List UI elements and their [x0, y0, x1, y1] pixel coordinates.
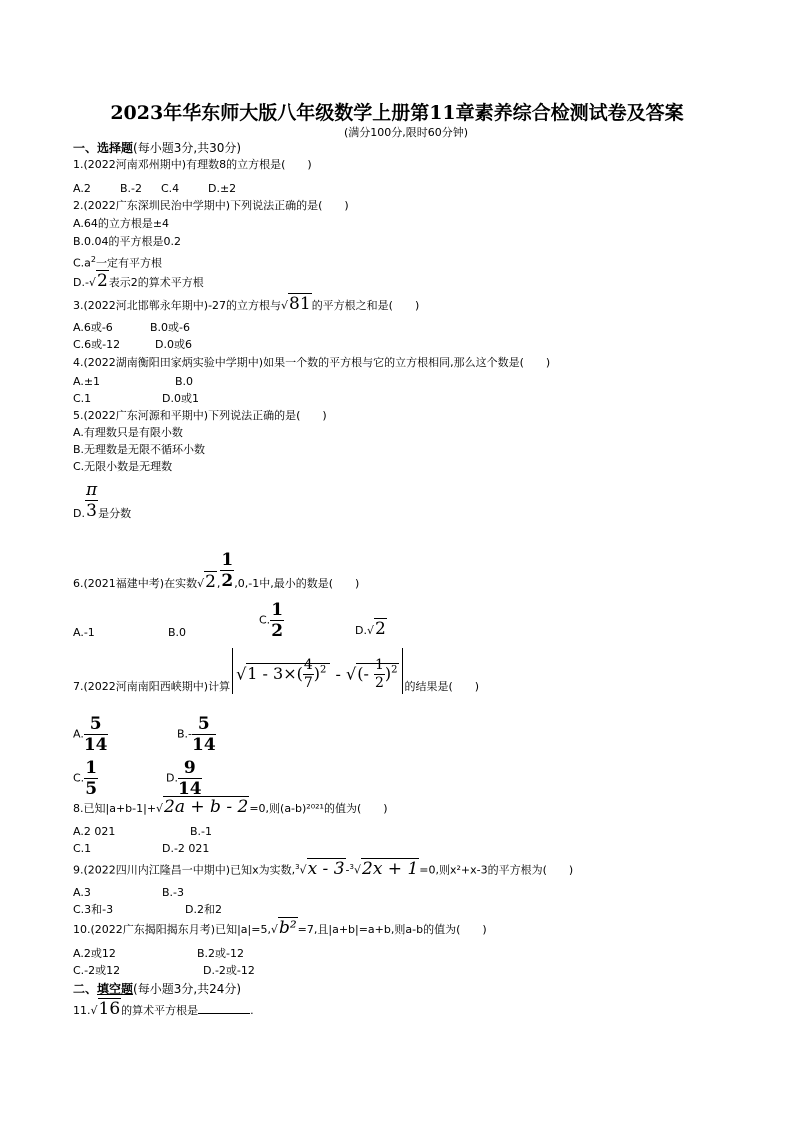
- q10-option-b: B.2或-12: [197, 947, 245, 960]
- q4-option-b: B.0: [175, 375, 194, 388]
- numerator: 9: [178, 758, 202, 779]
- text: 1 - 3×: [247, 664, 297, 684]
- q9-option-d: D.2和2: [185, 903, 222, 916]
- q2-option-b: B.0.04的平方根是0.2: [73, 235, 182, 248]
- text: 的算术平方根是: [121, 1004, 199, 1017]
- label: B.-: [177, 727, 193, 741]
- fraction: [303, 657, 314, 692]
- q6-option-a: A.-1: [73, 626, 95, 639]
- q2-option-c: [73, 253, 162, 271]
- text: D.-√: [73, 276, 96, 289]
- fraction: [192, 714, 216, 755]
- text: -: [335, 664, 341, 684]
- denominator: 3: [86, 501, 97, 521]
- q8-option-b: B.-1: [190, 825, 213, 838]
- text: 11.√: [73, 1004, 98, 1017]
- fraction: [84, 758, 98, 799]
- q10-option-d: D.-2或-12: [203, 964, 255, 977]
- q5-option-a: A.有理数只是有限小数: [73, 426, 183, 439]
- question-5: 5.(2022广东河源和平期中)下列说法正确的是( ): [73, 409, 327, 422]
- question-7-end: 的结果是( ): [404, 680, 480, 693]
- numerator: 5: [84, 714, 108, 735]
- text: 的平方根之和是( ): [311, 299, 420, 312]
- text: 是分数: [98, 507, 132, 520]
- text: 9.(2022四川内江隆昌一中期中)已知x为实数,: [73, 863, 296, 877]
- text: 3.(2022河北邯郸永年期中)-27的立方根与√: [73, 299, 289, 312]
- q5-option-b: B.无理数是无限不循环小数: [73, 443, 206, 456]
- label: D.: [166, 771, 178, 785]
- q3-option-b: B.0或-6: [150, 321, 191, 334]
- q3-option-a: A.6或-6: [73, 321, 113, 334]
- label: C.: [73, 771, 85, 785]
- q1-option-d: D.±2: [208, 182, 237, 195]
- radicand: 81: [289, 294, 311, 314]
- question-11: [73, 999, 254, 1019]
- radicand: b²: [278, 918, 297, 938]
- radicand: x - 3: [307, 858, 345, 879]
- label: C.: [259, 613, 271, 627]
- label: D.: [73, 507, 85, 520]
- section-name: 填空题: [97, 982, 134, 996]
- radicand: 2: [96, 271, 108, 291]
- q9-option-b: B.-3: [162, 886, 185, 899]
- question-2: 2.(2022广东深圳民治中学期中)下列说法正确的是( ): [73, 199, 349, 212]
- denominator: 7: [303, 675, 313, 692]
- answer-blank[interactable]: [198, 1013, 250, 1014]
- exponent: 2: [320, 665, 327, 676]
- document-title: 2023年华东师大版八年级数学上册第11章素养综合检测试卷及答案: [110, 102, 684, 124]
- question-10: [73, 918, 487, 938]
- q2-option-a: A.64的立方根是±4: [73, 217, 170, 230]
- text: 6.(2021福建中考)在实数√: [73, 577, 205, 590]
- root-index: 3: [349, 863, 354, 871]
- radicand: 2x + 1: [362, 858, 419, 879]
- q10-option-a: A.2或12: [73, 947, 116, 960]
- q3-option-c: C.6或-12: [73, 338, 121, 351]
- q1-option-a: A.2: [73, 182, 91, 195]
- q8-option-c: C.1: [73, 842, 92, 855]
- numerator: 1: [374, 657, 384, 674]
- q9-option-a: A.3: [73, 886, 91, 899]
- q7-expression: √1 - 3×( $\frac{4}{7}$ )$^2$ - √(- $\frac{1}{2}$ )$^2$: [232, 648, 402, 694]
- q4-option-a: A.±1: [73, 375, 101, 388]
- q7-option-a: [73, 714, 108, 755]
- numerator: 5: [192, 714, 216, 735]
- q6-option-d: [355, 619, 387, 639]
- q4-option-d: D.0或1: [162, 392, 199, 405]
- numerator: π: [85, 480, 98, 500]
- numerator: 4: [303, 657, 313, 674]
- text: -: [363, 664, 369, 684]
- fraction: [374, 657, 385, 692]
- text: 8.已知|a+b-1|+√: [73, 802, 164, 815]
- denominator: 2: [271, 621, 284, 641]
- q10-option-c: C.-2或12: [73, 964, 121, 977]
- denominator: 14: [192, 735, 216, 755]
- text: ,0,-1中,最小的数是( ): [234, 577, 360, 590]
- question-9: 9.(2022四川内江隆昌一中期中)已知x为实数,$^3$√x - 3-$^3$√2x + 1=0,则x²+x-3的平方根为( ): [73, 858, 574, 879]
- q1-option-c: C.4: [161, 182, 180, 195]
- q5-option-c: C.无限小数是无理数: [73, 460, 173, 473]
- exponent: 2: [391, 665, 398, 676]
- label: A.: [73, 727, 84, 741]
- radicand: 2: [205, 572, 216, 592]
- fraction: [178, 758, 202, 799]
- q6-option-c: [259, 600, 284, 641]
- superscript: 2: [90, 255, 97, 264]
- q5-option-d: [73, 480, 131, 521]
- root-index: 3: [295, 863, 300, 871]
- question-8: [73, 797, 388, 817]
- text: 10.(2022广东揭阳揭东月考)已知|a|=5,√: [73, 923, 278, 936]
- fraction: [270, 600, 284, 641]
- q3-option-d: D.0或6: [155, 338, 192, 351]
- question-7-stem: 7.(2022河南南阳西峡期中)计算: [73, 680, 231, 693]
- q7-option-d: [166, 758, 202, 799]
- denominator: 2: [221, 571, 234, 591]
- text: C.a: [73, 256, 91, 270]
- numerator: 1: [221, 550, 234, 570]
- text: 表示2的算术平方根: [108, 276, 204, 289]
- text: -: [345, 863, 350, 877]
- text: 一定有平方根: [96, 256, 163, 270]
- q6-option-b: B.0: [168, 626, 187, 639]
- question-4: 4.(2022湖南衡阳田家炳实验中学期中)如果一个数的平方根与它的立方根相同,那么这个数是( ): [73, 356, 551, 369]
- numerator: 1: [271, 600, 284, 620]
- question-7: [73, 648, 479, 694]
- question-1: 1.(2022河南邓州期中)有理数8的立方根是( ): [73, 158, 312, 171]
- q9-option-c: C.3和-3: [73, 903, 114, 916]
- text: =0,则x²+x-3的平方根为( ): [419, 863, 574, 877]
- document-subtitle: (满分100分,限时60分钟): [343, 126, 469, 139]
- q7-option-b: [177, 714, 216, 755]
- denominator: 5: [85, 779, 98, 799]
- q8-option-a: A.2 021: [73, 825, 116, 838]
- q7-option-c: [73, 758, 98, 799]
- radicand: 2: [374, 619, 386, 639]
- q4-option-c: C.1: [73, 392, 92, 405]
- radicand: 2a + b - 2: [164, 797, 249, 817]
- q8-option-d: D.-2 021: [162, 842, 210, 855]
- section-number: 一、: [73, 141, 98, 155]
- radicand: 16: [98, 999, 121, 1019]
- fraction: [220, 550, 234, 591]
- text: .: [250, 1004, 254, 1017]
- text: ,: [216, 577, 221, 590]
- denominator: 14: [177, 779, 202, 799]
- section-note: (每小题3分,共30分): [133, 141, 242, 155]
- section-heading-choice: [73, 141, 241, 155]
- denominator: 2: [374, 675, 384, 692]
- label: D.√: [355, 624, 374, 637]
- question-6: [73, 550, 359, 591]
- q2-option-d: [73, 271, 204, 291]
- q1-option-b: B.-2: [120, 182, 143, 195]
- section-number: 二、: [73, 982, 98, 996]
- text: =0,则(a-b)²⁰²¹的值为( ): [249, 802, 388, 815]
- text: =7,且|a+b|=a+b,则a-b的值为( ): [297, 923, 487, 936]
- section-heading-fill: [73, 982, 241, 996]
- fraction: [84, 714, 108, 755]
- section-note: (每小题3分,共24分): [133, 982, 242, 996]
- section-name: 选择题: [97, 141, 134, 155]
- outer-radical: 1 - 3×( $\frac{4}{7}$ )$^2$: [246, 663, 330, 683]
- numerator: 1: [85, 758, 98, 778]
- inner-radical: (- $\frac{1}{2}$ )$^2$: [357, 657, 398, 692]
- question-3: [73, 294, 420, 314]
- denominator: 14: [83, 735, 108, 755]
- fraction: [85, 480, 98, 521]
